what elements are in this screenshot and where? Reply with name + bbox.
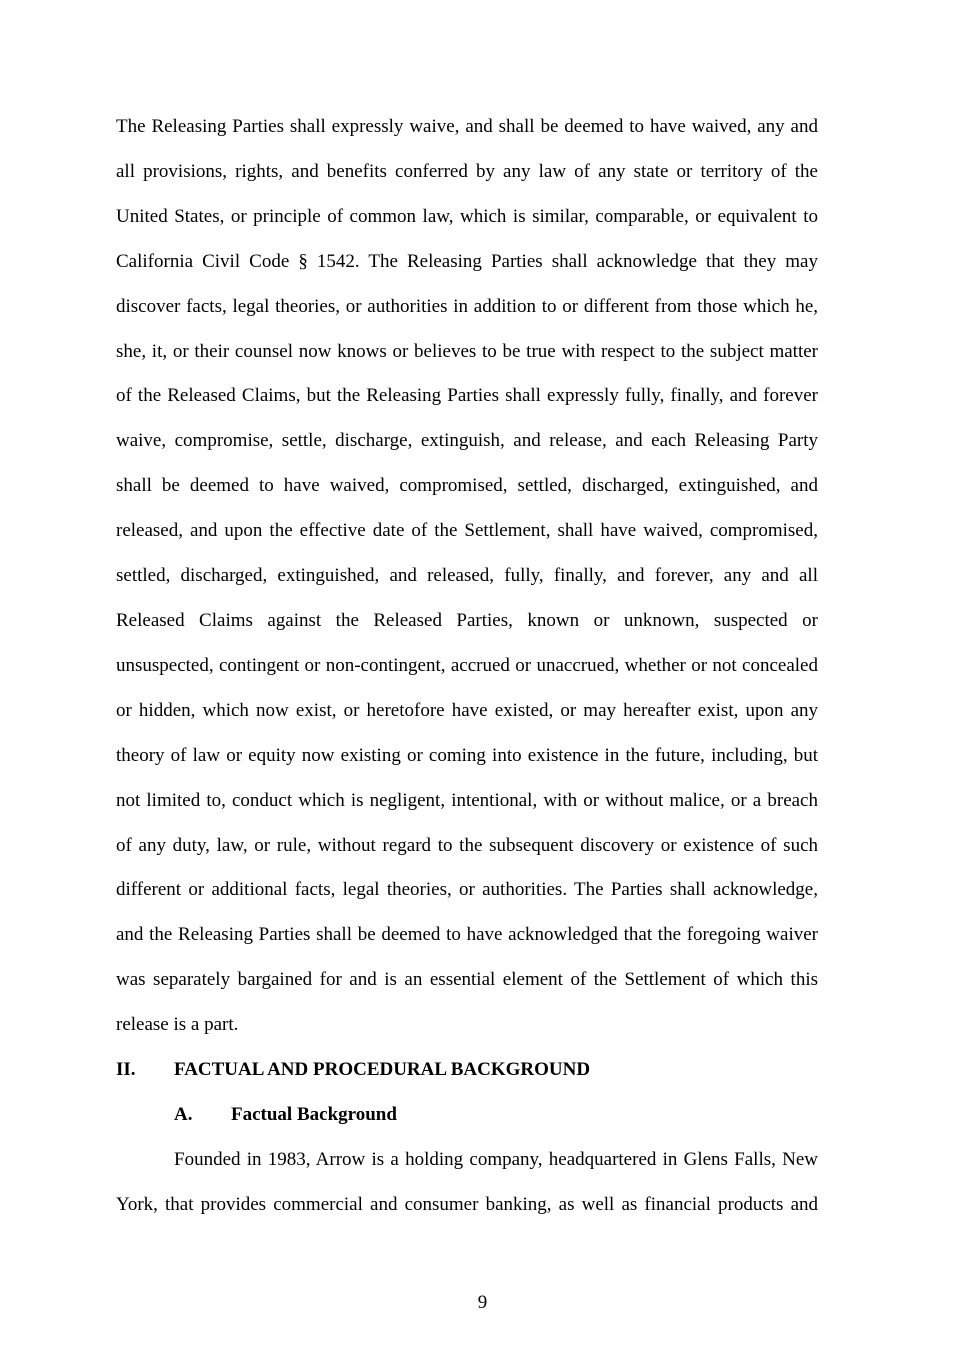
text-line: theory of law or equity now existing or coming into existence in the future, including, but: [116, 744, 818, 766]
section-heading: [116, 1048, 818, 1093]
text-line: was separately bargained for and is an essential element of the Settlement of which this: [116, 969, 818, 991]
text-line: settled, discharged, extinguished, and released, fully, finally, and forever, any and all: [116, 565, 818, 587]
text-line: different or additional facts, legal theories, or authorities. The Parties shall acknowledge,: [116, 879, 818, 901]
text-line: of any duty, law, or rule, without regard to the subsequent discovery or existence of such: [116, 834, 818, 856]
subsection-heading: [116, 1093, 818, 1138]
text-line: York, that provides commercial and consumer banking, as well as financial products and: [116, 1193, 818, 1215]
text-line: shall be deemed to have waived, compromised, settled, discharged, extinguished, and: [116, 475, 818, 497]
text-line: Released Claims against the Released Parties, known or unknown, suspected or: [116, 609, 818, 631]
paragraph-release-waiver: [116, 105, 818, 1048]
text-line: waive, compromise, settle, discharge, extinguish, and release, and each Releasing Party: [116, 430, 818, 452]
text-line: United States, or principle of common law, which is similar, comparable, or equivalent to: [116, 205, 818, 227]
page-number: 9: [477, 1292, 488, 1313]
text-line: Founded in 1983, Arrow is a holding company, headquartered in Glens Falls, New: [174, 1148, 818, 1170]
text-line: all provisions, rights, and benefits conferred by any law of any state or territory of the: [116, 160, 818, 182]
subsection-heading-letter: A.: [174, 1103, 193, 1125]
text-line: of the Released Claims, but the Releasing Parties shall expressly fully, finally, and forever: [116, 385, 818, 407]
text-line: and the Releasing Parties shall be deemed to have acknowledged that the foregoing waiver: [116, 924, 818, 946]
text-line: not limited to, conduct which is negligent, intentional, with or without malice, or a breach: [116, 789, 818, 811]
text-line: she, it, or their counsel now knows or believes to be true with respect to the subject matter: [116, 340, 818, 362]
section-heading-title: FACTUAL AND PROCEDURAL BACKGROUND: [174, 1059, 591, 1081]
paragraph-factual-background: [116, 1138, 818, 1228]
subsection-heading-title: Factual Background: [231, 1103, 397, 1125]
text-line: or hidden, which now exist, or heretofore have existed, or may hereafter exist, upon any: [116, 699, 818, 721]
text-line: discover facts, legal theories, or authorities in addition to or different from those which he,: [116, 295, 818, 317]
document-body: [116, 105, 818, 1228]
text-line: The Releasing Parties shall expressly waive, and shall be deemed to have waived, any and: [116, 116, 818, 137]
text-line: unsuspected, contingent or non-contingent, accrued or unaccrued, whether or not concealed: [116, 654, 818, 676]
text-line: release is a part.: [116, 1014, 239, 1036]
section-heading-numeral: II.: [116, 1059, 136, 1081]
text-line: California Civil Code § 1542. The Releasing Parties shall acknowledge that they may: [116, 250, 818, 272]
text-line: released, and upon the effective date of the Settlement, shall have waived, compromised,: [116, 520, 818, 542]
